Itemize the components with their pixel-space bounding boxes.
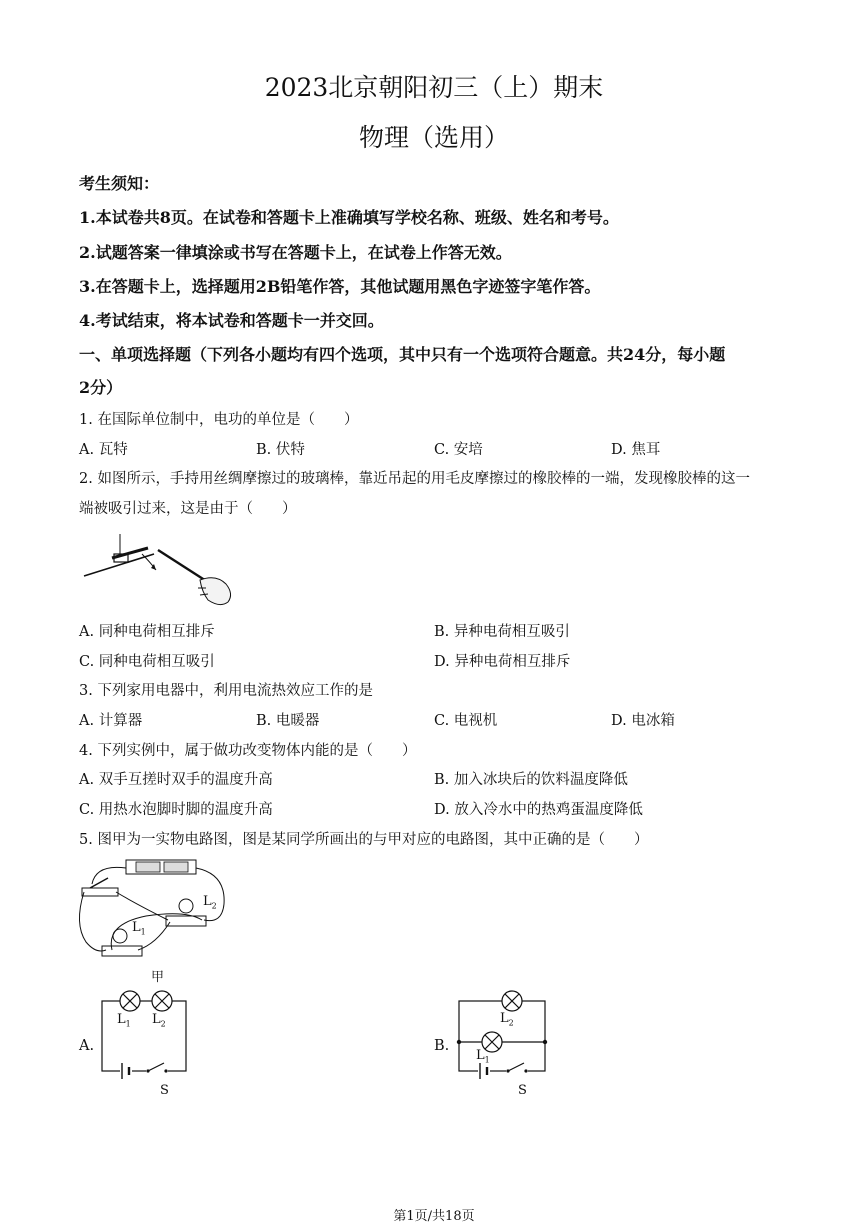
question-1-stem: 1. 在国际单位制中，电功的单位是（ ） [79,412,359,428]
a-l1-sub: 1 [125,1019,131,1029]
fig-l2-sub: 2 [211,901,217,911]
b-l2-sub: 2 [508,1018,514,1028]
q1-option-b[interactable]: B. 伏特 [256,442,305,458]
a-l2-label: L [152,1012,161,1027]
fig-l1-sub: 1 [140,927,146,937]
q2-rod-figure [80,528,240,610]
question-2-stem-cont: 端被吸引过来，这是由于（ ） [79,501,297,517]
notice-item: 2.试题答案一律填涂或书写在答题卡上，在试卷上作答无效。 [79,243,512,262]
page-subtitle: 物理（选用） [358,123,509,152]
q1-option-a[interactable]: A. 瓦特 [79,442,128,458]
a-switch-label: S [160,1083,169,1098]
q1-option-d[interactable]: D. 焦耳 [611,442,661,458]
notice-heading: 考生须知： [79,174,160,193]
figure-caption-jia: 甲 [151,970,165,985]
section-heading-cont: 2分） [79,378,123,397]
fig-l2-label: L [203,894,212,909]
section-heading: 一、单项选择题（下列各小题均有四个选项，其中只有一个选项符合题意。共24分，每小题 [79,345,726,364]
b-switch-label: S [518,1083,527,1098]
q2-option-b[interactable]: B. 异种电荷相互吸引 [434,624,570,640]
question-2-stem: 2. 如图所示，手持用丝绸摩擦过的玻璃棒，靠近吊起的用毛皮摩擦过的橡胶棒的一端，发现橡胶棒的这一 [79,471,750,487]
q5-circuit-b [456,990,551,1086]
q5-option-b[interactable]: B. [434,1038,450,1054]
q3-option-a[interactable]: A. 计算器 [79,713,143,729]
question-3-stem: 3. 下列家用电器中，利用电流热效应工作的是 [79,683,373,699]
q1-option-c[interactable]: C. 安培 [434,442,483,458]
q2-option-d[interactable]: D. 异种电荷相互排斥 [434,654,571,670]
b-l1-label: L [476,1048,485,1063]
b-l1-sub: 1 [484,1055,490,1065]
a-l2-sub: 2 [160,1019,166,1029]
q4-option-b[interactable]: B. 加入冰块后的饮料温度降低 [434,772,628,788]
question-5-stem: 5. 图甲为一实物电路图，图是某同学所画出的与甲对应的电路图，其中正确的是（ ） [79,832,649,848]
q3-option-d[interactable]: D. 电冰箱 [611,713,675,729]
q3-option-b[interactable]: B. 电暖器 [256,713,320,729]
notice-item: 1.本试卷共8页。在试卷和答题卡上准确填写学校名称、班级、姓名和考号。 [79,208,619,227]
notice-item: 3.在答题卡上，选择题用2B铅笔作答，其他试题用黑色字迹签字笔作答。 [79,277,601,296]
a-l1-label: L [117,1012,126,1027]
notice-item: 4.考试结束，将本试卷和答题卡一并交回。 [79,311,384,330]
b-l2-label: L [500,1011,509,1026]
q5-option-a[interactable]: A. [79,1038,95,1054]
page-footer: 第1页/共18页 [393,1209,475,1224]
q5-circuit-a [100,990,190,1086]
q2-option-a[interactable]: A. 同种电荷相互排斥 [79,624,215,640]
q3-option-c[interactable]: C. 电视机 [434,713,498,729]
fig-l1-label: L [132,920,141,935]
page-title: 2023北京朝阳初三（上）期末 [264,73,604,102]
q2-option-c[interactable]: C. 同种电荷相互吸引 [79,654,215,670]
q4-option-d[interactable]: D. 放入冷水中的热鸡蛋温度降低 [434,802,643,818]
q4-option-c[interactable]: C. 用热水泡脚时脚的温度升高 [79,802,273,818]
question-4-stem: 4. 下列实例中，属于做功改变物体内能的是（ ） [79,743,417,759]
q4-option-a[interactable]: A. 双手互搓时双手的温度升高 [79,772,273,788]
